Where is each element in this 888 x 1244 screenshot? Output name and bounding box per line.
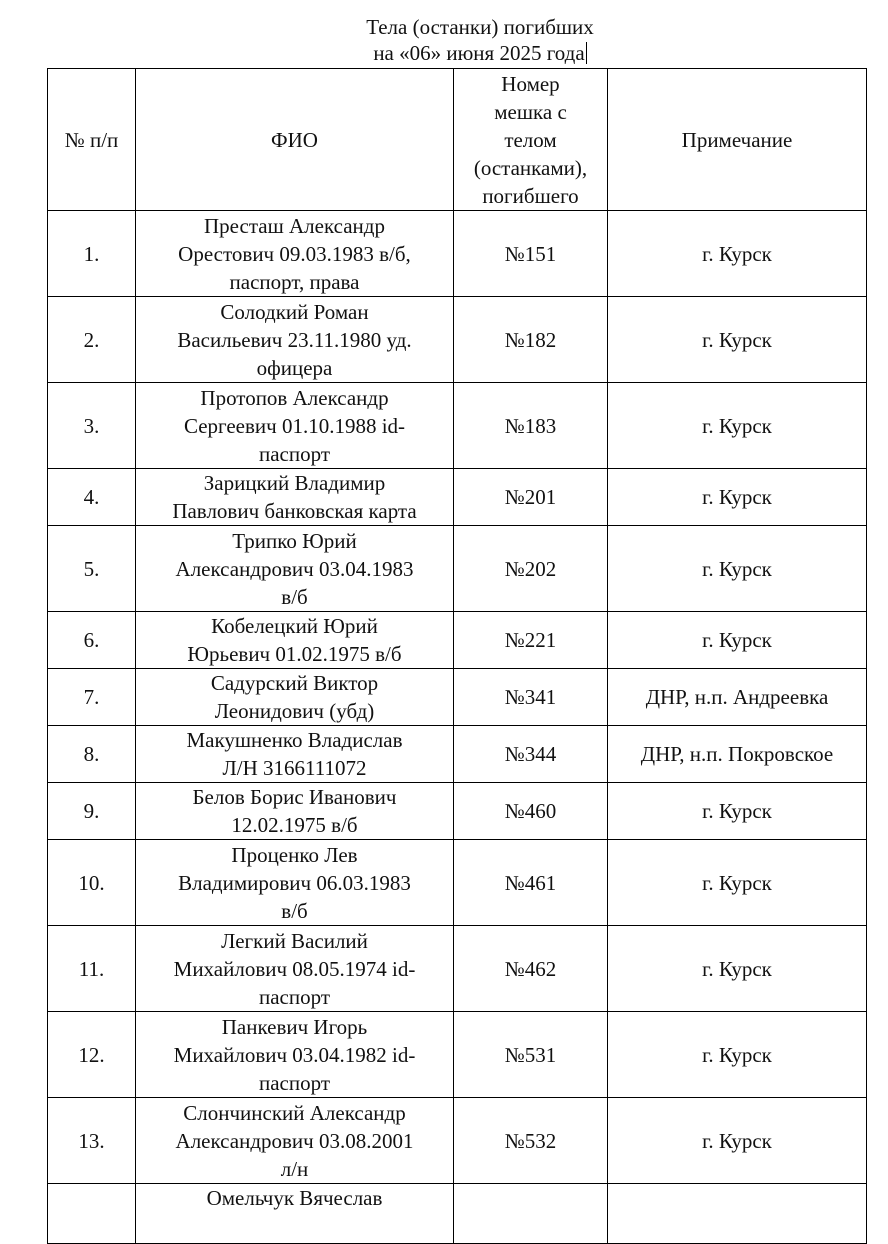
row-bag: №532: [454, 1098, 608, 1184]
row-number: 8.: [48, 726, 136, 783]
row-bag: №341: [454, 669, 608, 726]
row-note: [608, 1184, 867, 1244]
table-row: [48, 612, 867, 669]
row-note: г. Курск: [608, 612, 867, 669]
row-fio: Белов Борис Иванович 12.02.1975 в/б: [136, 783, 454, 840]
row-bag: №531: [454, 1012, 608, 1098]
row-note: г. Курск: [608, 1012, 867, 1098]
title-line-1: Тела (останки) погибших: [366, 15, 594, 39]
row-bag: [454, 1184, 608, 1244]
title-date-text: на «06» июня 2025 года: [373, 41, 585, 65]
table-row: [48, 1012, 867, 1098]
table-row: [48, 383, 867, 469]
row-note: г. Курск: [608, 840, 867, 926]
row-note: г. Курск: [608, 383, 867, 469]
row-fio: Омельчук Вячеслав: [136, 1184, 454, 1244]
row-fio: Панкевич Игорь Михайлович 03.04.1982 id- паспорт: [136, 1012, 454, 1098]
row-fio: Протопов Александр Сергеевич 01.10.1988 id- паспорт: [136, 383, 454, 469]
row-number: 11.: [48, 926, 136, 1012]
row-note: г. Курск: [608, 469, 867, 526]
row-note: г. Курск: [608, 1098, 867, 1184]
row-number: 1.: [48, 211, 136, 297]
row-number: 12.: [48, 1012, 136, 1098]
row-fio: Престаш Александр Орестович 09.03.1983 в/б, паспорт, права: [136, 211, 454, 297]
table-row: [48, 469, 867, 526]
header-bag-number: Номер мешка с телом (останками), погибшего: [454, 69, 608, 211]
row-note: ДНР, н.п. Андреевка: [608, 669, 867, 726]
row-number: 3.: [48, 383, 136, 469]
row-note: г. Курск: [608, 526, 867, 612]
row-bag: №221: [454, 612, 608, 669]
row-note: г. Курск: [608, 211, 867, 297]
row-bag: №460: [454, 783, 608, 840]
row-fio: Трипко Юрий Александрович 03.04.1983 в/б: [136, 526, 454, 612]
row-number: 4.: [48, 469, 136, 526]
row-bag: №182: [454, 297, 608, 383]
row-bag: №183: [454, 383, 608, 469]
row-bag: №344: [454, 726, 608, 783]
table-row: [48, 526, 867, 612]
row-note: г. Курск: [608, 926, 867, 1012]
row-fio: Легкий Василий Михайлович 08.05.1974 id- паспорт: [136, 926, 454, 1012]
row-number: [48, 1184, 136, 1244]
row-fio: Кобелецкий Юрий Юрьевич 01.02.1975 в/б: [136, 612, 454, 669]
row-number: 13.: [48, 1098, 136, 1184]
header-note: Примечание: [608, 69, 867, 211]
row-note: ДНР, н.п. Покровское: [608, 726, 867, 783]
table-row: [48, 1184, 867, 1244]
table-row: [48, 669, 867, 726]
table-row: [48, 726, 867, 783]
header-fio: ФИО: [136, 69, 454, 211]
row-fio: Солодкий Роман Васильевич 23.11.1980 уд. офицера: [136, 297, 454, 383]
title-line-2: [0, 40, 888, 66]
table-row: [48, 840, 867, 926]
row-fio: Проценко Лев Владимирович 06.03.1983 в/б: [136, 840, 454, 926]
row-fio: Макушненко Владислав Л/Н 3166111072: [136, 726, 454, 783]
row-number: 5.: [48, 526, 136, 612]
header-number: № п/п: [48, 69, 136, 211]
row-bag: №151: [454, 211, 608, 297]
row-number: 9.: [48, 783, 136, 840]
table-row: [48, 297, 867, 383]
table-row: [48, 783, 867, 840]
text-cursor: [586, 42, 587, 64]
document-title: [0, 14, 888, 66]
row-bag: №462: [454, 926, 608, 1012]
row-number: 6.: [48, 612, 136, 669]
row-fio: Садурский Виктор Леонидович (убд): [136, 669, 454, 726]
row-bag: №202: [454, 526, 608, 612]
row-number: 10.: [48, 840, 136, 926]
row-note: г. Курск: [608, 783, 867, 840]
row-fio: Зарицкий Владимир Павлович банковская карта: [136, 469, 454, 526]
row-bag: №461: [454, 840, 608, 926]
row-number: 7.: [48, 669, 136, 726]
row-bag: №201: [454, 469, 608, 526]
row-note: г. Курск: [608, 297, 867, 383]
table-header-row: [48, 69, 867, 211]
row-number: 2.: [48, 297, 136, 383]
table-row: [48, 926, 867, 1012]
table-row: [48, 1098, 867, 1184]
remains-table: [47, 68, 867, 1244]
row-fio: Слончинский Александр Александрович 03.08.2001 л/н: [136, 1098, 454, 1184]
table-row: [48, 211, 867, 297]
